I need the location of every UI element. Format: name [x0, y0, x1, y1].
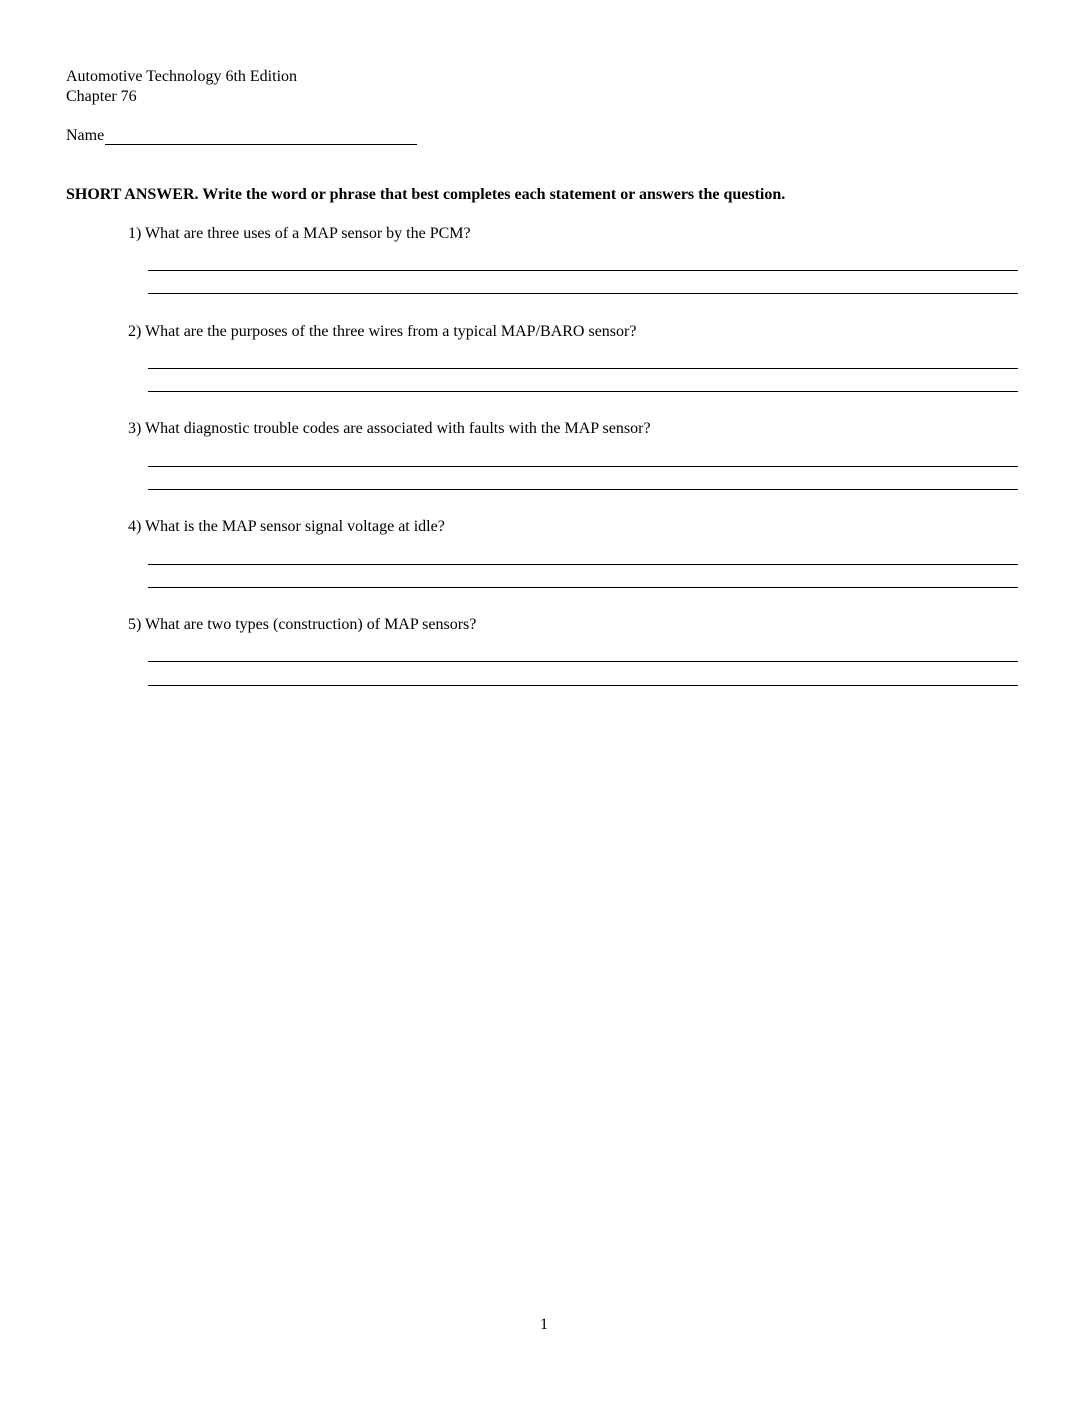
question-3: 3) What diagnostic trouble codes are associated with faults with the MAP sensor? [128, 420, 651, 437]
name-field[interactable] [105, 124, 417, 145]
question-1: 1) What are three uses of a MAP sensor by the PCM? [128, 225, 471, 242]
question-5: 5) What are two types (construction) of MAP sensors? [128, 616, 477, 633]
answer-line[interactable] [148, 564, 1018, 565]
name-row [66, 124, 417, 146]
instructions: SHORT ANSWER. Write the word or phrase that best completes each statement or answers the question. [66, 186, 786, 203]
answer-line[interactable] [148, 489, 1018, 490]
name-label: Name [66, 127, 105, 144]
answer-line[interactable] [148, 391, 1018, 392]
answer-line[interactable] [148, 293, 1018, 294]
chapter-label: Chapter 76 [66, 88, 137, 105]
answer-line[interactable] [148, 270, 1018, 271]
answer-line[interactable] [148, 368, 1018, 369]
question-2: 2) What are the purposes of the three wires from a typical MAP/BARO sensor? [128, 323, 637, 340]
question-4: 4) What is the MAP sensor signal voltage at idle? [128, 518, 445, 535]
answer-line[interactable] [148, 466, 1018, 467]
answer-line[interactable] [148, 587, 1018, 588]
answer-line[interactable] [148, 685, 1018, 686]
page-number: 1 [540, 1316, 548, 1333]
answer-line[interactable] [148, 661, 1018, 662]
book-title: Automotive Technology 6th Edition [66, 68, 298, 85]
